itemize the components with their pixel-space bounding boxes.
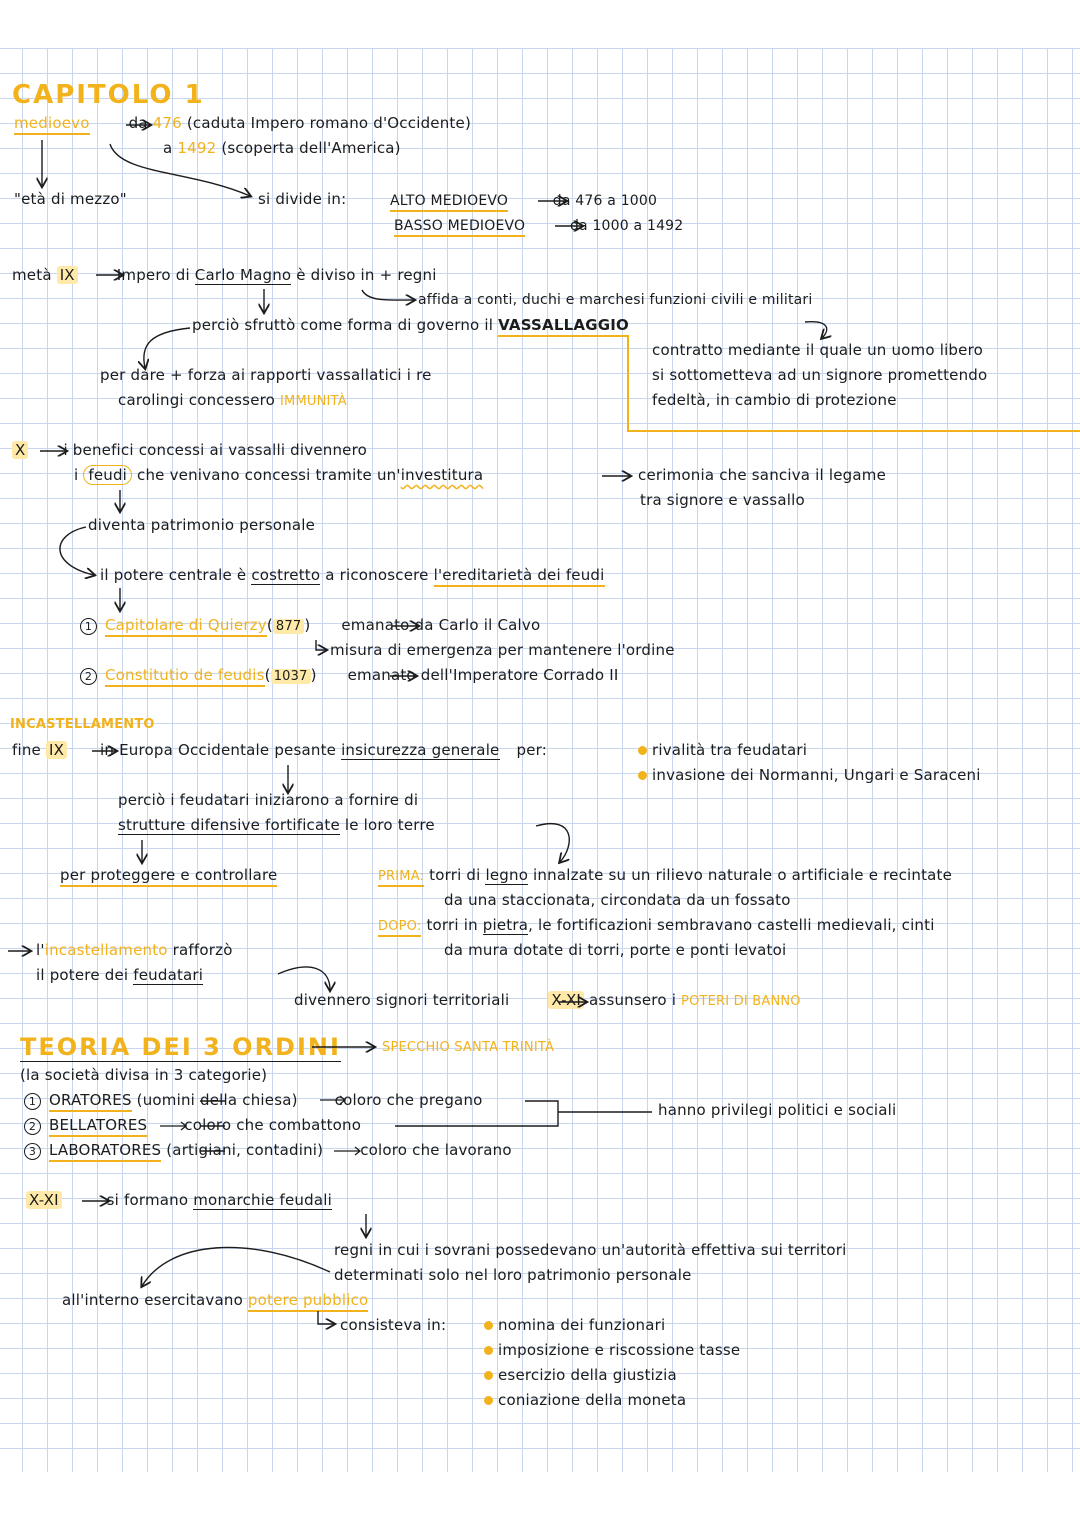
number-2: 2 [80, 668, 97, 685]
costretto-term: costretto [251, 566, 321, 584]
insicurezza-term: insicurezza generale [341, 741, 500, 759]
invasione-label: invasione dei Normanni, Ungari e Saraceni [652, 766, 981, 784]
century-x-xi: X-XI [548, 991, 584, 1009]
def-line-1: contratto mediante il quale un uomo libero [652, 341, 983, 359]
riconoscere-label: a riconoscere [325, 566, 429, 584]
alto-medioevo: ALTO MEDIOEVO [390, 193, 508, 212]
percio-feudatari-line: perciò i feudatari iniziarono a fornire di [118, 791, 419, 809]
def-line-2: si sottometteva ad un signore promettendo [652, 366, 988, 384]
medioevo-term: medioevo [14, 114, 90, 135]
year-1037: 1037 [271, 669, 311, 684]
prima-rest: innalzate su un rilievo naturale o artificiale e recintate [533, 866, 953, 884]
ordine-1: 1 [24, 1093, 41, 1110]
terre-label: le loro terre [344, 816, 435, 834]
l-label: l' [36, 941, 45, 959]
century-x: X [12, 441, 28, 459]
vassallaggio-term: VASSALLAGGIO [498, 316, 629, 337]
immunita-term: IMMUNITÀ [280, 394, 347, 409]
oratores-def: coloro che pregano [334, 1091, 483, 1109]
il-potere-label: il potere dei [36, 966, 129, 984]
eta-di-mezzo: "età di mezzo" [14, 190, 127, 208]
prima-label: PRIMA: [378, 869, 424, 887]
consisteva-label: consisteva in: [340, 1316, 447, 1334]
arrow-icon [278, 967, 330, 990]
year-1492: 1492 [177, 139, 217, 157]
strutture-term: strutture difensive fortificate [118, 816, 340, 834]
feudatari-term: feudatari [133, 966, 204, 984]
per-label: per: [516, 741, 547, 759]
potere-item-label: coniazione della moneta [498, 1391, 687, 1409]
century-x-xi-2: X-XI [26, 1191, 62, 1209]
pietra-term: pietra [482, 916, 529, 934]
impero-label: Impero di [116, 266, 190, 284]
constitutio-line: 2 Constitutio de feudis( 1037 ) emanato dell'Imperatore Corrado II [80, 665, 618, 687]
a-label: a [163, 139, 173, 157]
arrow-icon [805, 322, 827, 338]
diventa-line: diventa patrimonio personale [88, 516, 316, 534]
arrow-icon [316, 640, 326, 650]
potere-item-label: imposizione e riscossione tasse [498, 1341, 741, 1359]
arrow-icon [142, 1247, 330, 1286]
rafforzo-label: rafforzò [172, 941, 233, 959]
constitutio-term: Constitutio de feudis [105, 666, 265, 687]
divennero-label: divennero signori territoriali [294, 991, 510, 1009]
laboratores-def: coloro che lavorano [360, 1141, 512, 1159]
assunsero-label: assunsero i [589, 991, 677, 1009]
capitolare-term: Capitolare di Quierzy [105, 616, 267, 637]
bellatores-def: coloro che combattono [184, 1116, 362, 1134]
def-line-3: fedeltà, in cambio di protezione [652, 391, 897, 409]
rivalita-label: rivalità tra feudatari [652, 741, 808, 759]
chapter-title: CAPITOLO 1 [12, 80, 205, 110]
potere-item-label: esercizio della giustizia [498, 1366, 677, 1384]
cerimonia-line: cerimonia che sanciva il legame [638, 466, 887, 484]
allinterno-label: all'interno esercitavano [62, 1291, 243, 1309]
dopo-rest: , le fortificazioni sembravano castelli medievali, cinti [528, 916, 935, 934]
laboratores-note: (artigiani, contadini) [166, 1141, 324, 1159]
constitutio-emanato: emanato dell'Imperatore Corrado II [347, 666, 619, 684]
poteri-di-banno: POTERI DI BANNO [681, 994, 801, 1009]
century-ix-2: IX [46, 741, 67, 759]
ordine-3: 3 [24, 1143, 41, 1160]
privilegi-label: hanno privilegi politici e sociali [658, 1101, 897, 1119]
arrow-icon [362, 290, 414, 300]
fine-label: fine [12, 741, 41, 759]
arrow-icon [536, 824, 569, 862]
meta-label: metà [12, 266, 52, 284]
arrow-icon [144, 328, 190, 368]
teoria-title-text: TEORIA DEI 3 ORDINI [20, 1033, 341, 1061]
potere-item-label: nomina dei funzionari [498, 1316, 666, 1334]
year-877: 877 [273, 619, 304, 634]
carolingi-label: carolingi concessero [118, 391, 276, 409]
capitolare-emanato: emanato da Carlo il Calvo [341, 616, 541, 634]
determinati-line: determinati solo nel loro patrimonio personale [334, 1266, 692, 1284]
affida-line: affida a conti, duchi e marchesi funzioni civili e militari [418, 292, 813, 308]
per-dare-line: per dare + forza ai rapporti vassallatici i re [100, 366, 432, 384]
dopo-label: DOPO: [378, 919, 421, 937]
proteggere-term: per proteggere e controllare [60, 866, 277, 887]
potere-label: il potere centrale è [100, 566, 247, 584]
arrow-icon [318, 1311, 334, 1324]
arrow-icon [110, 144, 250, 196]
monarchie-term: monarchie feudali [193, 1191, 332, 1209]
bellatores-term: BELLATORES [49, 1116, 147, 1137]
alto-range: da 476 a 1000 [552, 193, 658, 209]
feudi-term: feudi [83, 465, 132, 485]
number-1: 1 [80, 618, 97, 635]
legno-term: legno [485, 866, 529, 884]
prima-torri: torri di [429, 866, 481, 884]
concessi-label: che venivano concessi tramite un' [137, 466, 401, 484]
prima-line-2: da una staccionata, circondata da un fossato [444, 891, 791, 909]
specchio-label: SPECCHIO SANTA TRINITÀ [382, 1040, 555, 1055]
misura-line: misura di emergenza per mantenere l'ordine [330, 641, 675, 659]
capitolare-line: 1 Capitolare di Quierzy( 877 ) emanato da Carlo il Calvo [80, 615, 540, 637]
small-arrows [160, 1096, 360, 1155]
si-divide: si divide in: [258, 190, 347, 208]
percio-label: perciò sfruttò come forma di governo il [192, 316, 494, 334]
caduta-note: (caduta Impero romano d'Occidente) [186, 114, 471, 132]
arrow-icon [60, 527, 94, 575]
ordine-2: 2 [24, 1118, 41, 1135]
dopo-line-2: da mura dotate di torri, porte e ponti levatoi [444, 941, 787, 959]
divisa-line: (la società divisa in 3 categorie) [20, 1066, 268, 1084]
i-label: i [74, 466, 79, 484]
benefici-label: i benefici concessi ai vassalli divennero [63, 441, 368, 459]
carlo-magno: Carlo Magno [194, 266, 292, 284]
incastellamento-term: incastellamento [44, 941, 168, 959]
basso-medioevo: BASSO MEDIOEVO [394, 218, 525, 237]
ordini-bracket [200, 1101, 652, 1151]
diviso-label: è diviso in + regni [296, 266, 437, 284]
da-label: da [128, 114, 148, 132]
incastellamento-title: INCASTELLAMENTO [10, 717, 155, 732]
potere-pubblico-term: potere pubblico [248, 1291, 368, 1312]
dopo-torri: torri in [426, 916, 478, 934]
regni-line: regni in cui i sovrani possedevano un'autorità effettiva sui territori [334, 1241, 847, 1259]
europa-label: in Europa Occidentale pesante [100, 741, 337, 759]
tra-line: tra signore e vassallo [640, 491, 805, 509]
investitura-term: investitura [400, 466, 484, 484]
oratores-term: ORATORES [49, 1091, 132, 1112]
formano-label: si formano [106, 1191, 189, 1209]
laboratores-term: LABORATORES [49, 1141, 161, 1162]
basso-range: da 1000 a 1492 [569, 218, 684, 234]
scoperta-note: (scoperta dell'America) [221, 139, 401, 157]
century-ix: IX [57, 266, 78, 284]
year-476: 476 [152, 114, 182, 132]
oratores-note: (uomini della chiesa) [136, 1091, 298, 1109]
ereditarieta-term: l'ereditarietà dei feudi [434, 566, 605, 587]
